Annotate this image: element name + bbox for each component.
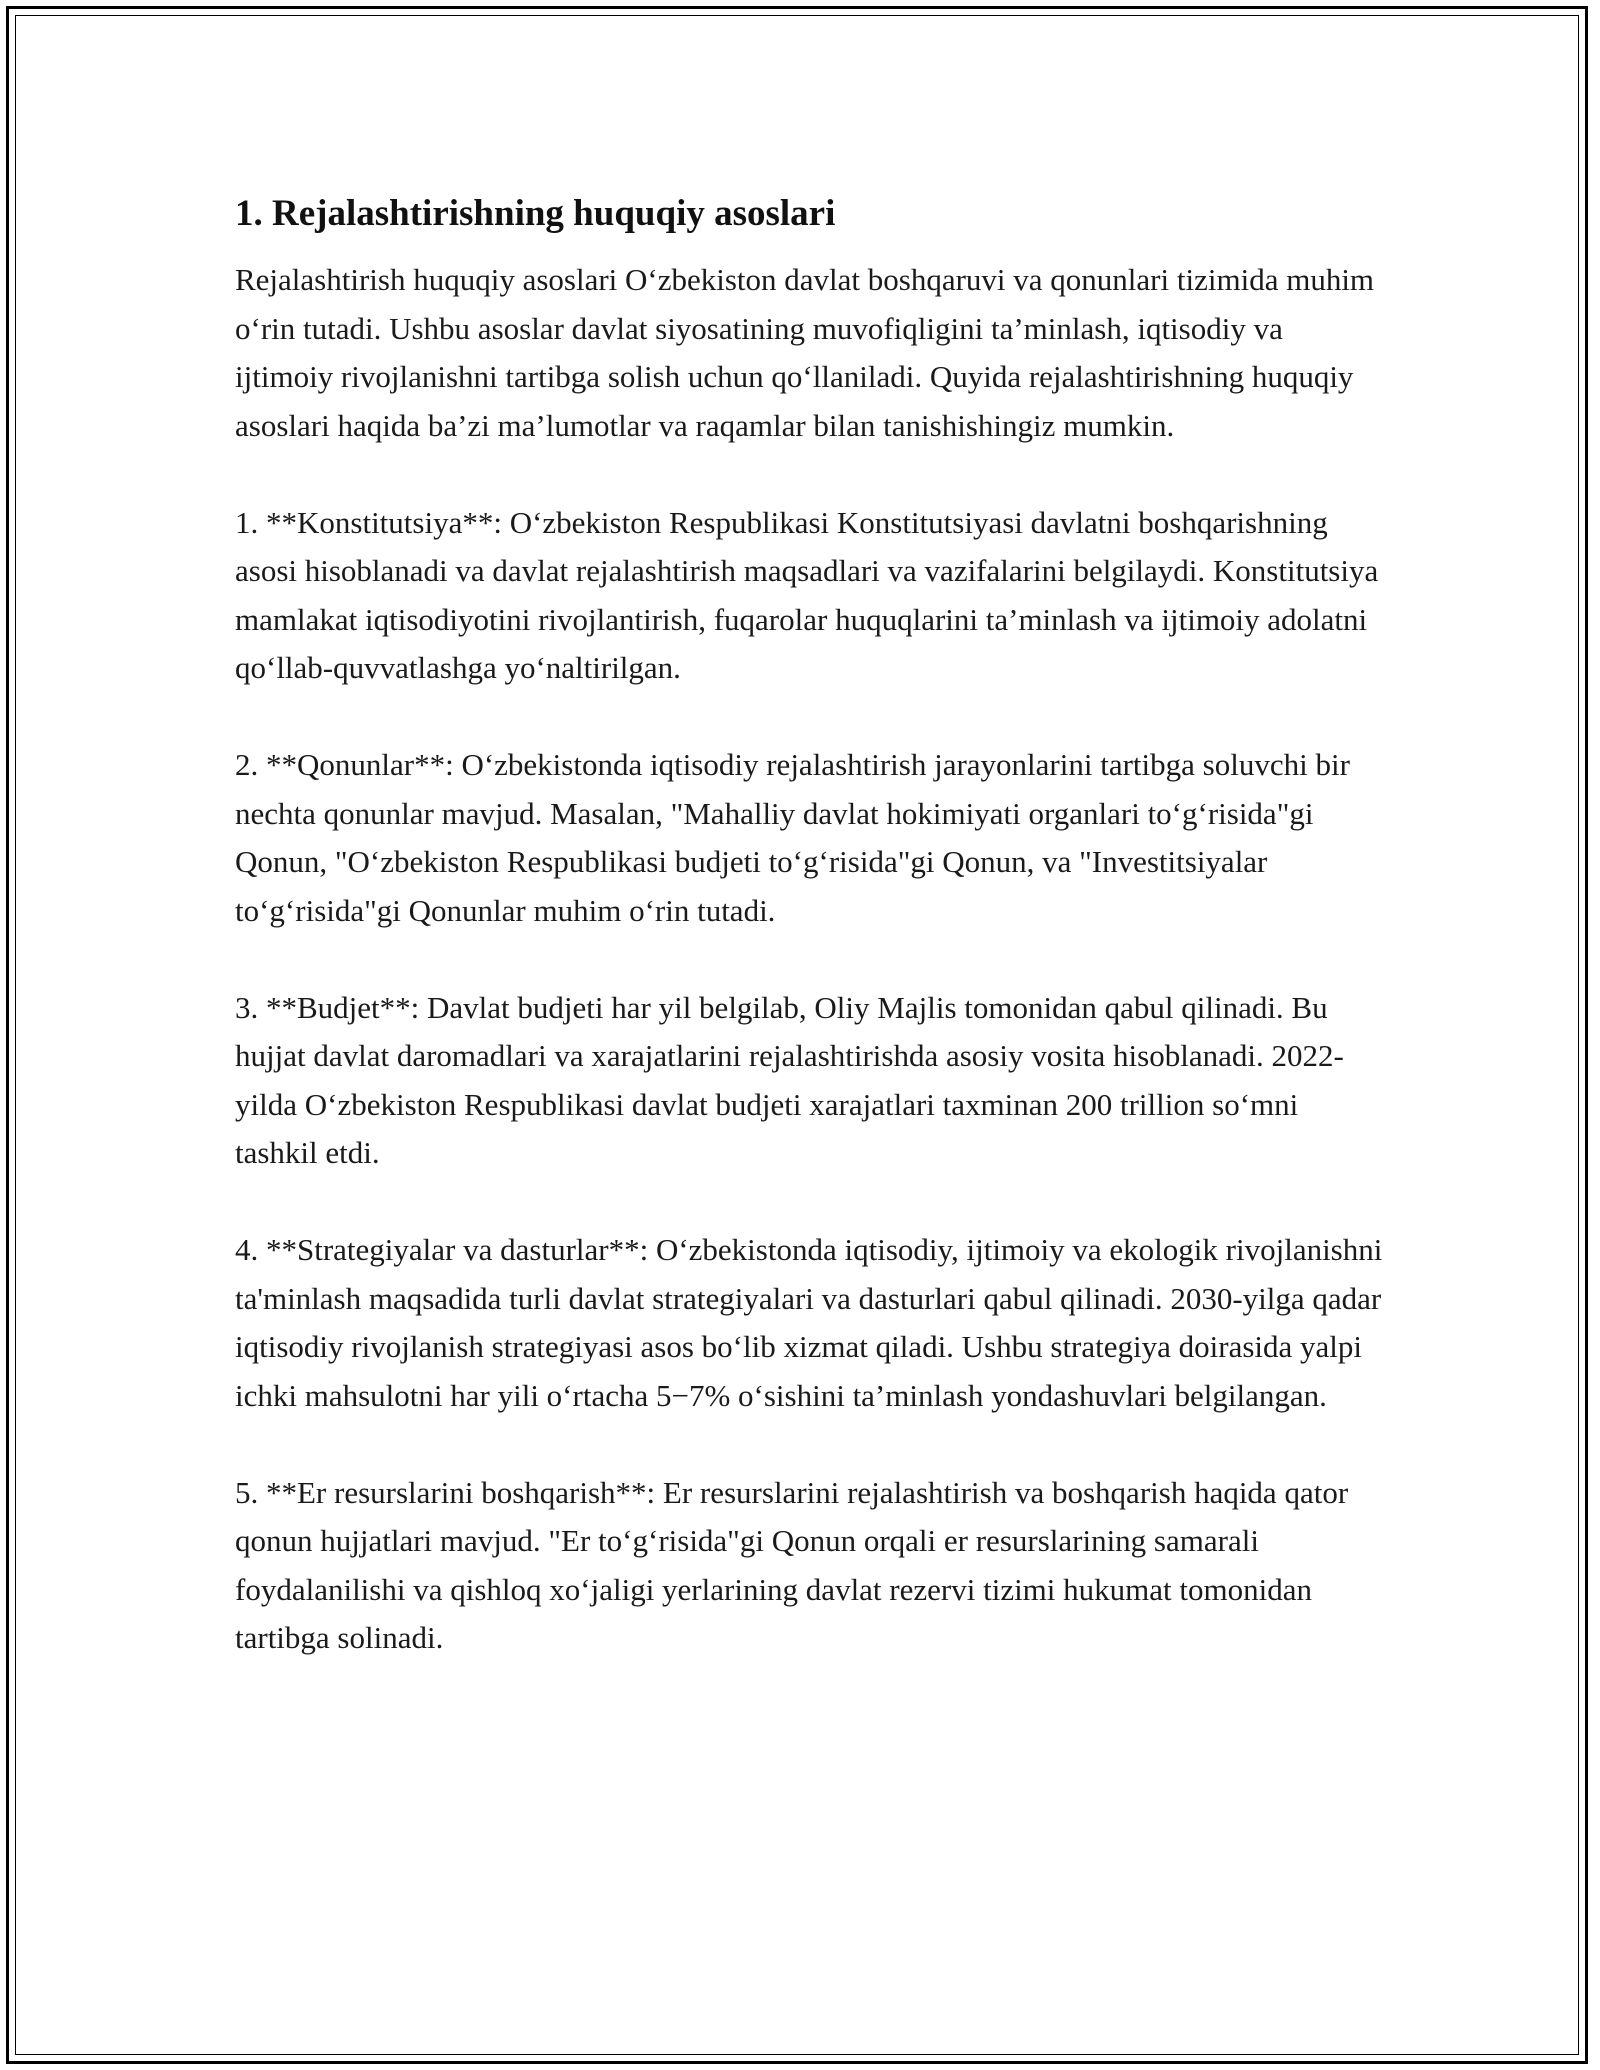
- paragraph-strategiyalar: 4. **Strategiyalar va dasturlar**: O‘zbekistonda iqtisodiy, ijtimoiy va ekologik rivojlanishni ta'minlash maqsadida turli davlat strategiyalari va dasturlari qabul qilinadi. 2030-yilga qadar iqtisodiy rivojlanish strategiyasi asos bo‘lib xizmat qiladi. Ushbu strategiya doirasida yalpi ichki mahsulotni har yili o‘rtacha 5−7% o‘sishini ta’minlash yondashuvlari belgilangan.: [235, 1232, 1383, 1413]
- document-title: 1. Rejalashtirishning huquqiy asoslari: [235, 193, 836, 234]
- paragraph-budjet: 3. **Budjet**: Davlat budjeti har yil belgilab, Oliy Majlis tomonidan qabul qilinadi. Bu hujjat davlat daromadlari va xarajatlarini rejalashtirishda asosiy vosita hisoblanadi. 2022-yilda O‘zbekiston Respublikasi davlat budjeti xarajatlari taxminan 200 trillion so‘mni tashkil etdi.: [235, 989, 1344, 1170]
- document-body: [235, 186, 1385, 1711]
- paragraph-konstitutsiya: 1. **Konstitutsiya**: O‘zbekiston Respublikasi Konstitutsiyasi davlatni boshqarishning asosi hisoblanadi va davlat rejalashtirish maqsadlari va vazifalarini belgilaydi. Konstitutsiya mamlakat iqtisodiyotini rivojlantirish, fuqarolar huquqlarini ta’minlash va ijtimoiy adolatni qo‘llab-quvvatlashga yo‘naltirilgan.: [235, 504, 1379, 685]
- intro-paragraph: Rejalashtirish huquqiy asoslari O‘zbekiston davlat boshqaruvi va qonunlari tizimida muhim o‘rin tutadi. Ushbu asoslar davlat siyosatining muvofiqligini ta’minlash, iqtisodiy va ijtimoiy rivojlanishni tartibga solish uchun qo‘llaniladi. Quyida rejalashtirishning huquqiy asoslari haqida ba’zi ma’lumotlar va raqamlar bilan tanishishingiz mumkin.: [235, 262, 1375, 443]
- paragraph-er-resurslari: 5. **Er resurslarini boshqarish**: Er resurslarini rejalashtirish va boshqarish haqida qator qonun hujjatlari mavjud. "Er to‘g‘risida"gi Qonun orqali er resurslarining samarali foydalanilishi va qishloq xo‘jaligi yerlarining davlat rezervi tizimi hukumat tomonidan tartibga solinadi.: [235, 1474, 1349, 1655]
- paragraph-qonunlar: 2. **Qonunlar**: O‘zbekistonda iqtisodiy rejalashtirish jarayonlarini tartibga soluvchi bir nechta qonunlar mavjud. Masalan, "Mahalliy davlat hokimiyati organlari to‘g‘risida"gi Qonun, "O‘zbekiston Respublikasi budjeti to‘g‘risida"gi Qonun, va "Investitsiyalar to‘g‘risida"gi Qonunlar muhim o‘rin tutadi.: [235, 747, 1350, 928]
